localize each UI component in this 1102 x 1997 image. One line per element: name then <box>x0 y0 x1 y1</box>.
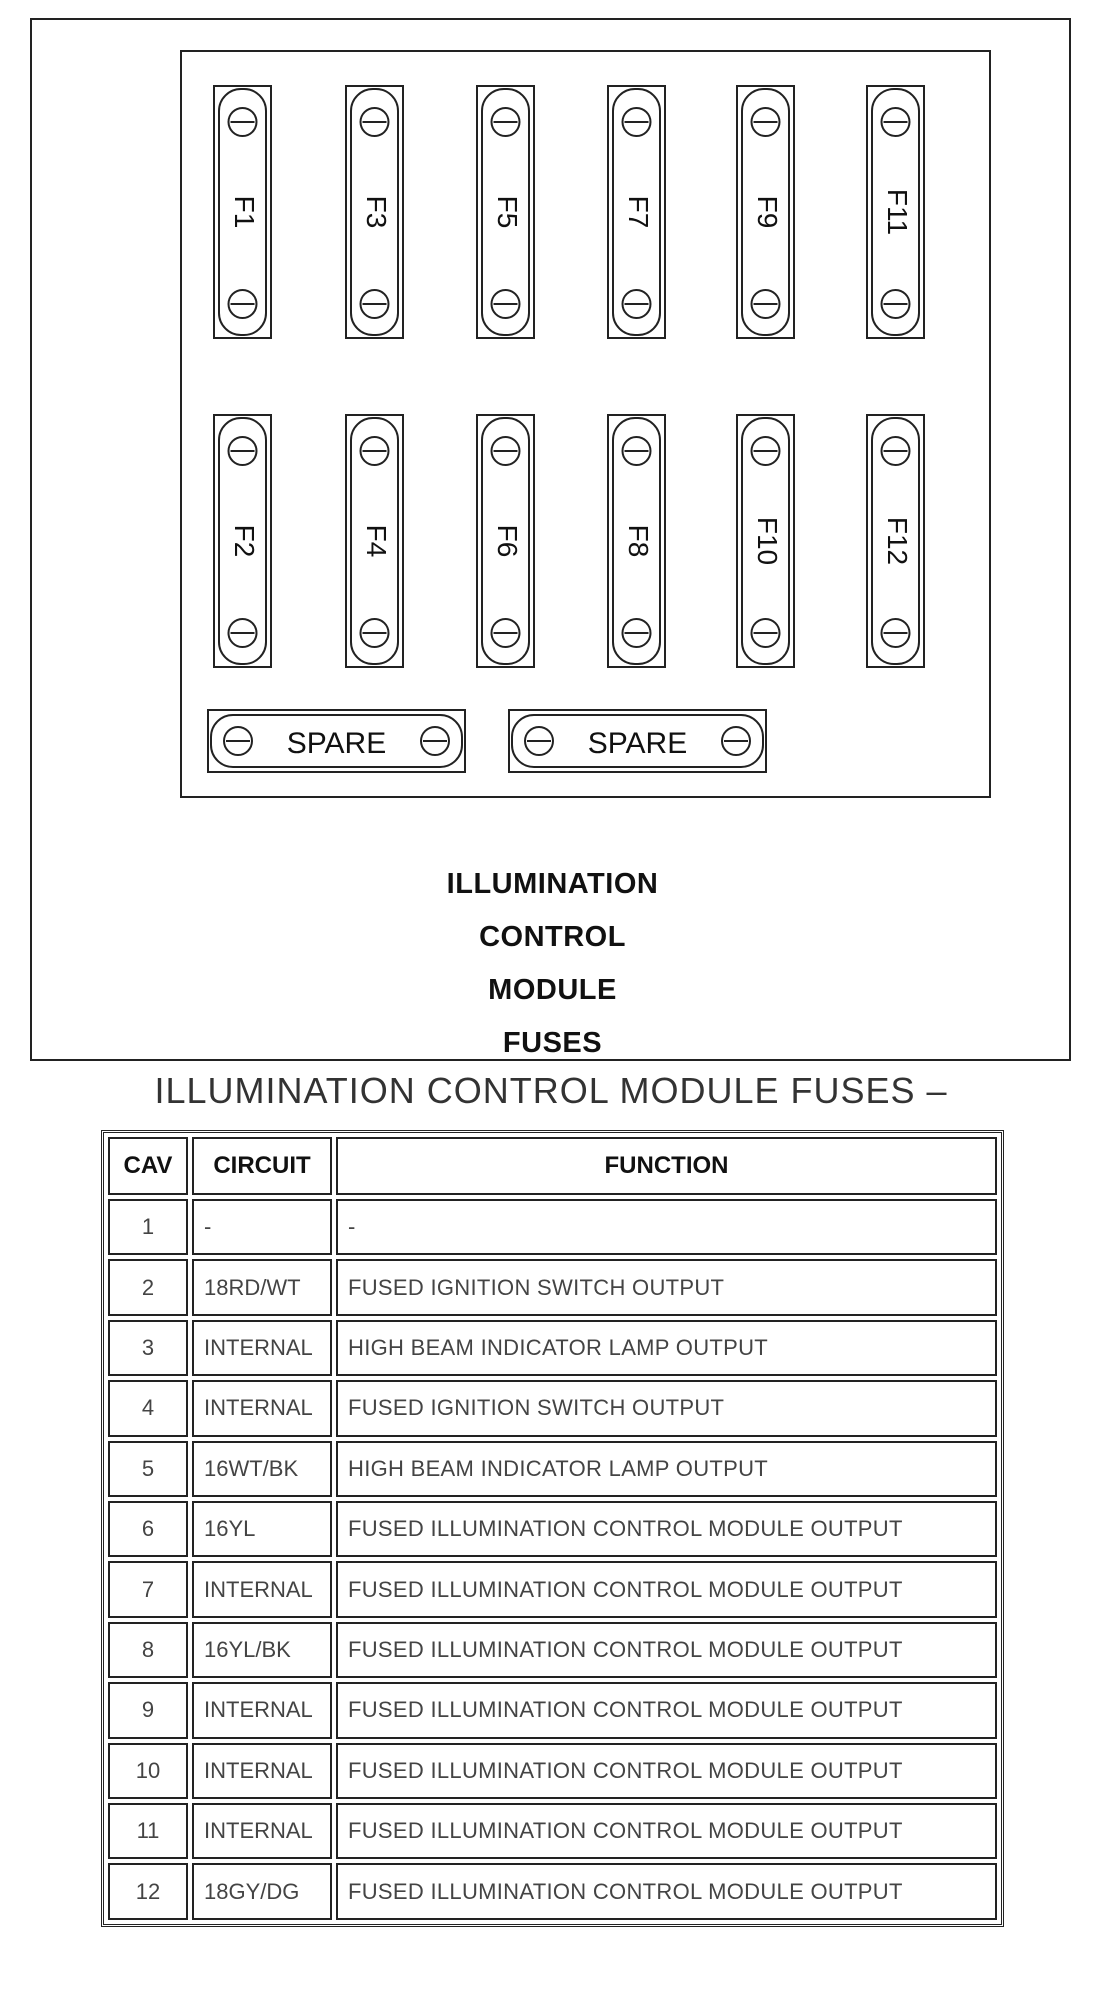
table-row <box>108 1199 997 1255</box>
function-cell: FUSED ILLUMINATION CONTROL MODULE OUTPUT <box>336 1501 997 1557</box>
function-cell: FUSED IGNITION SWITCH OUTPUT <box>336 1380 997 1436</box>
function-cell: FUSED ILLUMINATION CONTROL MODULE OUTPUT <box>336 1743 997 1799</box>
fuse-f2 <box>214 415 271 667</box>
fuse-label: F12 <box>882 516 914 566</box>
header-circuit: CIRCUIT <box>192 1137 332 1195</box>
cav-cell: 9 <box>108 1682 188 1738</box>
fuse-label: F2 <box>229 524 261 558</box>
table-title: ILLUMINATION CONTROL MODULE FUSES – <box>154 1070 948 1111</box>
spare-fuse <box>509 710 766 772</box>
fuse-label: F7 <box>623 195 655 229</box>
cav-cell: 2 <box>108 1259 188 1315</box>
cav-cell: 12 <box>108 1863 188 1920</box>
cav-cell: 11 <box>108 1803 188 1859</box>
fuse-f7 <box>608 86 665 338</box>
fuse-label: F6 <box>492 524 524 558</box>
table-row <box>108 1803 997 1859</box>
function-cell: FUSED ILLUMINATION CONTROL MODULE OUTPUT <box>336 1622 997 1678</box>
fuse-label: F9 <box>752 195 784 229</box>
fuse-panel-drawing <box>182 52 989 796</box>
table-row <box>108 1743 997 1799</box>
fuse-f3 <box>346 86 403 338</box>
circuit-cell: 16YL <box>192 1501 332 1557</box>
cav-cell: 3 <box>108 1320 188 1376</box>
table-row <box>108 1259 997 1315</box>
function-cell: HIGH BEAM INDICATOR LAMP OUTPUT <box>336 1320 997 1376</box>
cav-cell: 1 <box>108 1199 188 1255</box>
circuit-cell: 16YL/BK <box>192 1622 332 1678</box>
cav-cell: 4 <box>108 1380 188 1436</box>
caption-line: CONTROL <box>479 921 626 953</box>
header-cav: CAV <box>108 1137 188 1195</box>
caption-line: ILLUMINATION <box>446 868 659 900</box>
circuit-cell: INTERNAL <box>192 1682 332 1738</box>
fuse-f11 <box>867 86 924 338</box>
circuit-cell: 18RD/WT <box>192 1259 332 1315</box>
fuse-f8 <box>608 415 665 667</box>
fuse-label: F8 <box>623 524 655 558</box>
fuse-label: F4 <box>361 524 393 558</box>
fuse-f1 <box>214 86 271 338</box>
cav-cell: 7 <box>108 1561 188 1617</box>
table-row <box>108 1320 997 1376</box>
spare-fuse <box>208 710 465 772</box>
circuit-cell: INTERNAL <box>192 1380 332 1436</box>
circuit-cell: 18GY/DG <box>192 1863 332 1920</box>
fuse-f9 <box>737 86 794 338</box>
caption-line: FUSES <box>502 1027 603 1059</box>
function-cell: - <box>336 1199 997 1255</box>
function-cell: HIGH BEAM INDICATOR LAMP OUTPUT <box>336 1441 997 1497</box>
fuse-label: F11 <box>882 188 914 236</box>
fuse-f12 <box>867 415 924 667</box>
fuse-label: F1 <box>229 195 261 229</box>
table-row <box>108 1561 997 1617</box>
cav-cell: 8 <box>108 1622 188 1678</box>
fuse-panel <box>180 50 991 798</box>
header-function: FUNCTION <box>336 1137 997 1195</box>
fuse-label: F10 <box>752 516 784 566</box>
function-cell: FUSED IGNITION SWITCH OUTPUT <box>336 1259 997 1315</box>
fuse-f5 <box>477 86 534 338</box>
table-row <box>108 1441 997 1497</box>
fuse-diagram-frame <box>30 18 1071 1061</box>
fuse-f4 <box>346 415 403 667</box>
table-row <box>108 1501 997 1557</box>
fuse-cavity-table <box>101 1130 1004 1927</box>
spare-label: SPARE <box>286 727 387 760</box>
fuse-label: F3 <box>361 195 393 229</box>
cav-cell: 10 <box>108 1743 188 1799</box>
circuit-cell: INTERNAL <box>192 1561 332 1617</box>
function-cell: FUSED ILLUMINATION CONTROL MODULE OUTPUT <box>336 1803 997 1859</box>
cav-cell: 6 <box>108 1501 188 1557</box>
circuit-cell: 16WT/BK <box>192 1441 332 1497</box>
caption-line: MODULE <box>488 974 617 1006</box>
circuit-cell: - <box>192 1199 332 1255</box>
table-row <box>108 1380 997 1436</box>
function-cell: FUSED ILLUMINATION CONTROL MODULE OUTPUT <box>336 1863 997 1920</box>
table-row <box>108 1622 997 1678</box>
function-cell: FUSED ILLUMINATION CONTROL MODULE OUTPUT <box>336 1561 997 1617</box>
circuit-cell: INTERNAL <box>192 1803 332 1859</box>
circuit-cell: INTERNAL <box>192 1743 332 1799</box>
table-row <box>108 1682 997 1738</box>
circuit-cell: INTERNAL <box>192 1320 332 1376</box>
module-caption <box>32 858 1073 1070</box>
function-cell: FUSED ILLUMINATION CONTROL MODULE OUTPUT <box>336 1682 997 1738</box>
fuse-label: F5 <box>492 195 524 229</box>
cav-cell: 5 <box>108 1441 188 1497</box>
table-header-row <box>108 1137 997 1195</box>
fuse-f6 <box>477 415 534 667</box>
fuse-f10 <box>737 415 794 667</box>
table-row <box>108 1863 997 1920</box>
spare-label: SPARE <box>587 727 688 760</box>
